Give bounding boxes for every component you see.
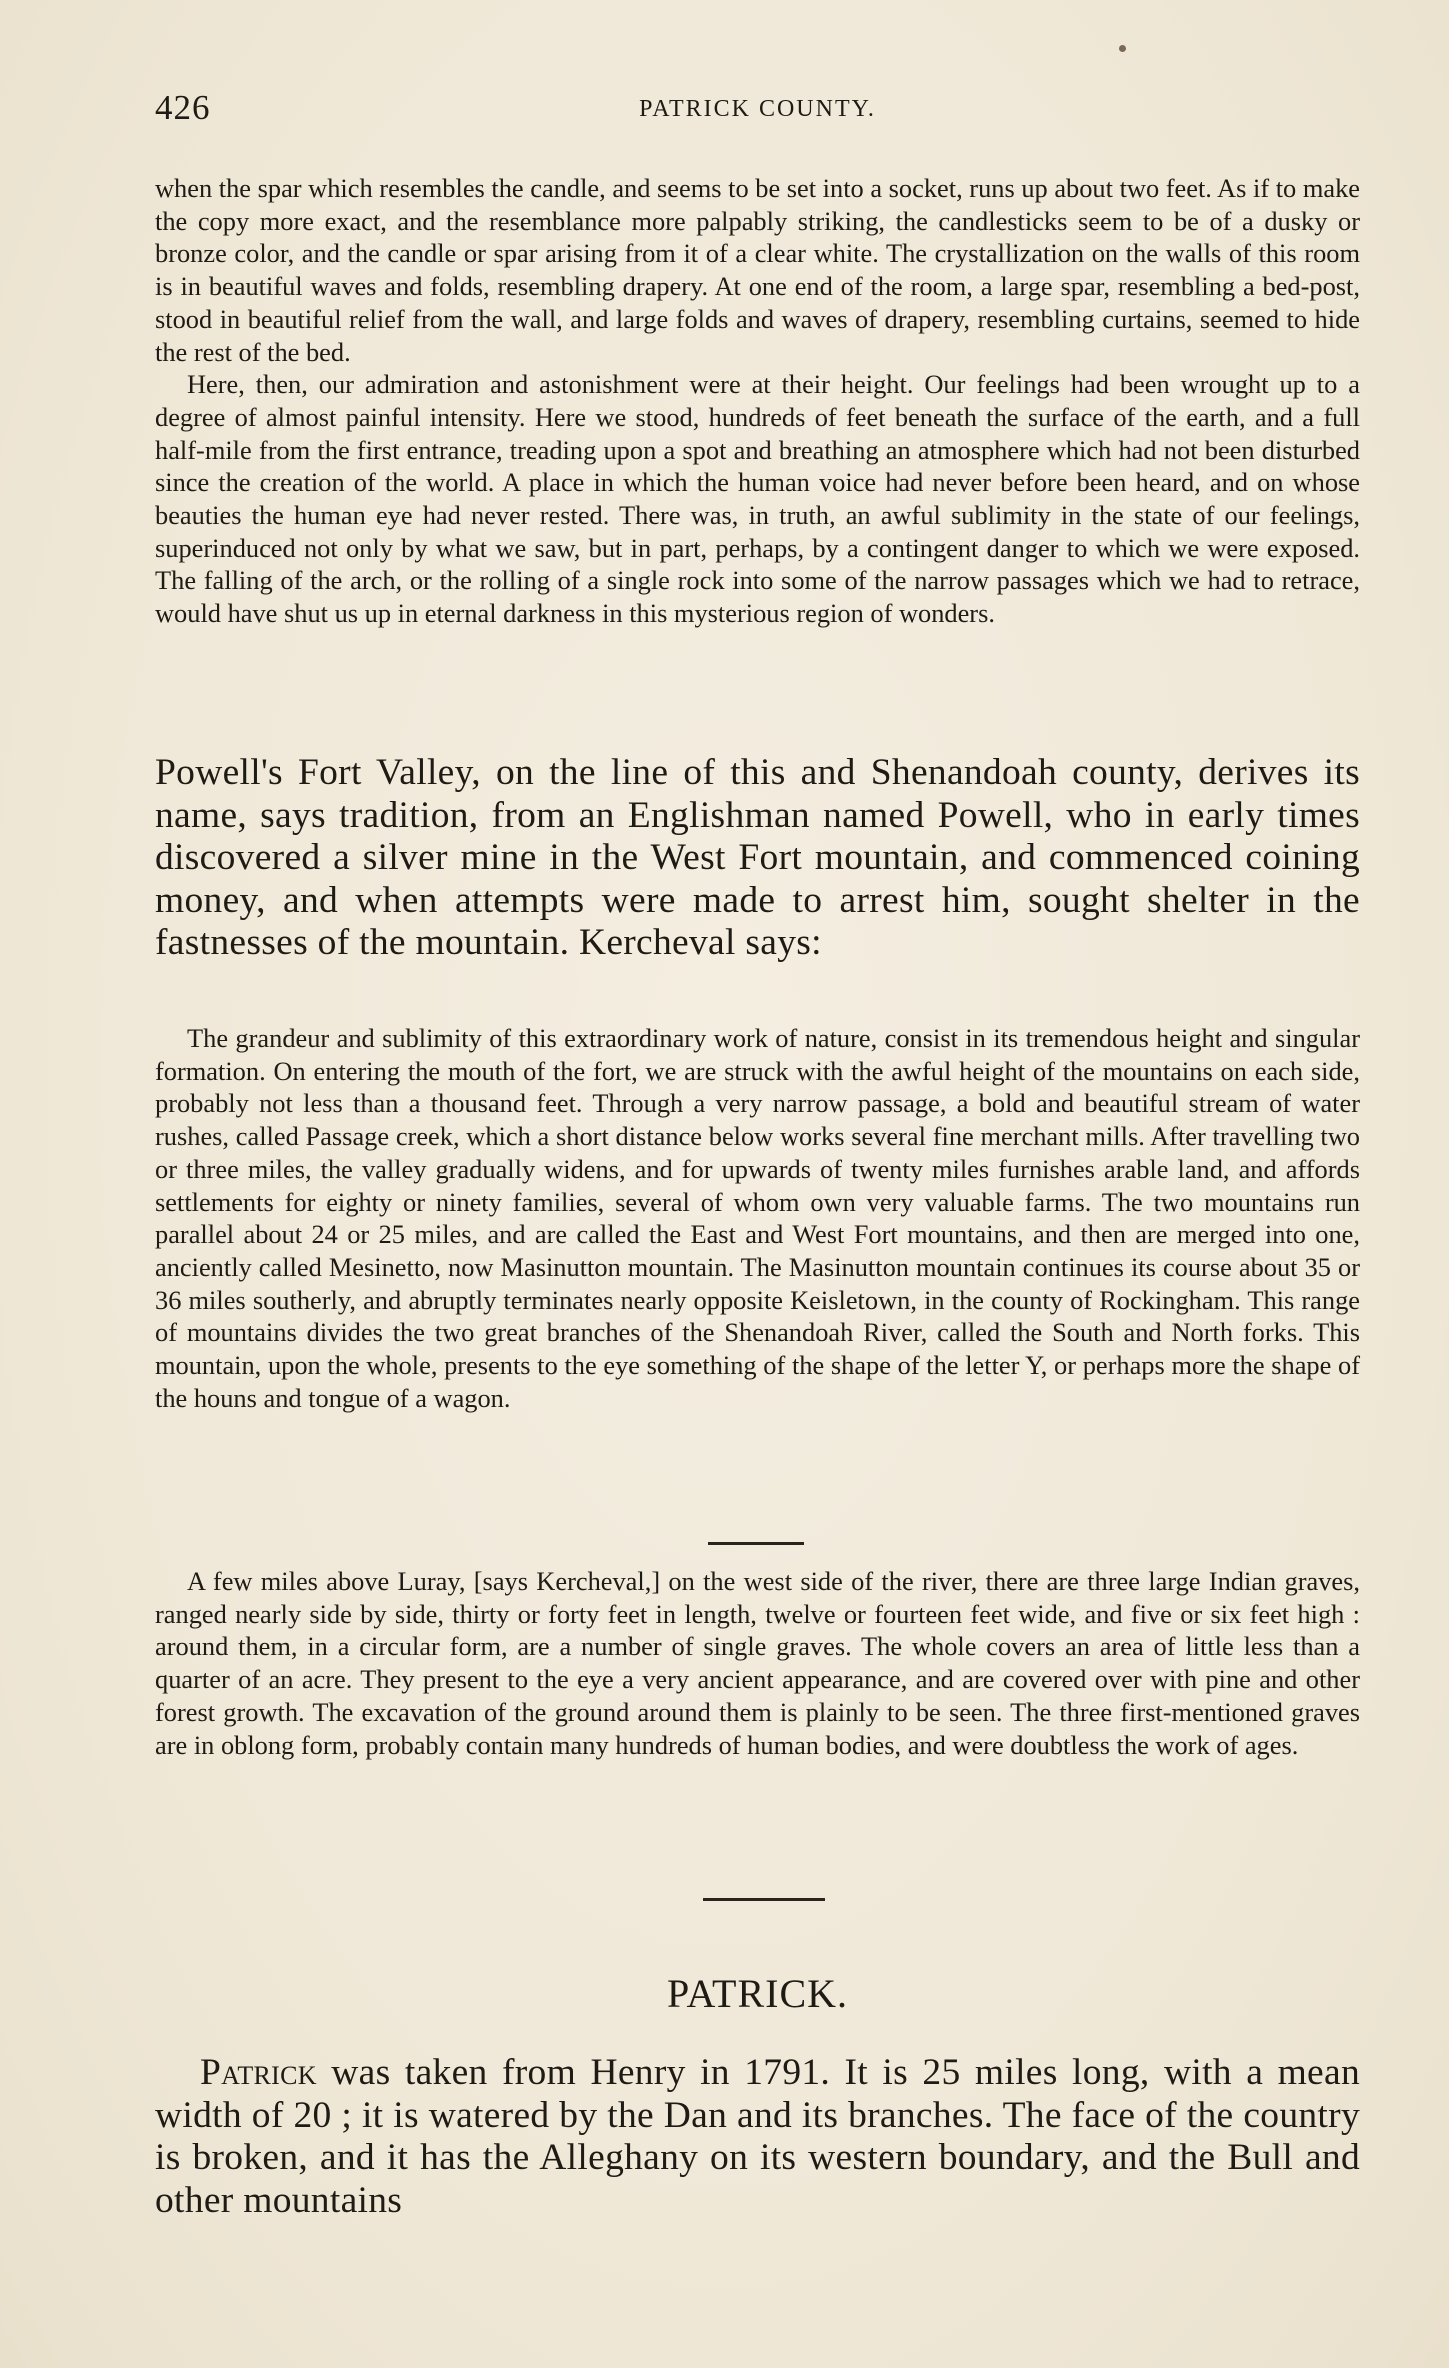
patrick-intro-block bbox=[155, 2052, 1360, 2222]
running-head: PATRICK COUNTY. bbox=[639, 96, 876, 122]
cave-description-block bbox=[155, 172, 1360, 630]
page-number: 426 bbox=[155, 88, 211, 127]
ink-speck bbox=[1119, 45, 1126, 52]
kercheval-quote: The grandeur and sublimity of this extraordinary work of nature, consist in its tremendous height and singular formation. On entering the mouth of the fort, we are struck with the awful height of the mountains on each side, probably not less than a thousand feet. Through a very narrow passage, a bold and beautiful stream of water rushes, called Passage creek, which a short distance below works several fine merchant mills. After travelling two or three miles, the valley gradually widens, and for upwards of twenty miles furnishes arable land, and affords settlements for eighty or ninety families, several of whom own very valuable farms. The two mountains run parallel about 24 or 25 miles, and are called the East and West Fort mountains, and then are merged into one, anciently called Mesinetto, now Masinutton mountain. The Masinutton mountain continues its course about 35 or 36 miles southerly, and abruptly terminates nearly opposite Keisletown, in the county of Rockingham. This range of mountains divides the two great branches of the Shenandoah River, called the South and North forks. This mountain, upon the whole, presents to the eye something of the shape of the letter Y, or perhaps more the shape of the houns and tongue of a wagon. bbox=[155, 1023, 1360, 1413]
patrick-intro-paragraph bbox=[155, 2052, 1360, 2222]
lead-word: Patrick bbox=[200, 2052, 317, 2093]
patrick-intro-text: was taken from Henry in 1791. It is 25 miles long, with a mean width of 20 ; it is watered by the Dan and its branches. The face of the country is broken, and it has the Alleghany on its western boundary, and the Bull and other mountains bbox=[155, 2052, 1360, 2221]
powells-fort-paragraph: Powell's Fort Valley, on the line of this and Shenandoah county, derives its name, says tradition, from an Englishman named Powell, who in early times discovered a silver mine in the West Fort mountain, and commenced coining money, and when attempts were made to arrest him, sought shelter in the fastnesses of the mountain. Kercheval says: bbox=[155, 752, 1360, 964]
section-divider bbox=[708, 1542, 804, 1545]
chapter-divider bbox=[703, 1898, 825, 1901]
powells-fort-block bbox=[155, 752, 1360, 965]
page-header bbox=[155, 88, 1360, 138]
kercheval-quote-block bbox=[155, 1022, 1360, 1414]
indian-graves-block bbox=[155, 1565, 1360, 1761]
admiration-paragraph: Here, then, our admiration and astonishment were at their height. Our feelings had been wrought up to a degree of almost painful intensity. Here we stood, hundreds of feet beneath the surface of the earth, and a full half-mile from the first entrance, treading upon a spot and breathing an atmosphere which had not been disturbed since the creation of the world. A place in which the human voice had never before been heard, and on whose beauties the human eye had never rested. There was, in truth, an awful sublimity in the state of our feelings, superinduced not only by what we saw, but in part, perhaps, by a contingent danger to which we were exposed. The falling of the arch, or the rolling of a single rock into some of the narrow passages which we had to retrace, would have shut us up in eternal darkness in this mysterious region of wonders. bbox=[155, 369, 1360, 629]
cave-paragraph: when the spar which resembles the candle, and seems to be set into a socket, runs up about two feet. As if to make the copy more exact, and the resemblance more palpably striking, the candlesticks seem to be of a dusky or bronze color, and the candle or spar arising from it of a clear white. The crystallization on the walls of this room is in beautiful waves and folds, resembling drapery. At one end of the room, a large spar, resembling a bed-post, stood in beautiful relief from the wall, and large folds and waves of drapery, resembling curtains, seemed to hide the rest of the bed. bbox=[155, 173, 1360, 367]
indian-graves-paragraph: A few miles above Luray, [says Kercheval,] on the west side of the river, there are three large Indian graves, ranged nearly side by side, thirty or forty feet in length, twelve or fourteen feet wide, and five or six feet high : around them, in a circular form, are a number of single graves. The whole covers an area of little less than a quarter of an acre. They present to the eye a very ancient appearance, and are covered over with pine and other forest growth. The excavation of the ground around them is plainly to be seen. The three first-mentioned graves are in oblong form, probably contain many hundreds of human bodies, and were doubtless the work of ages. bbox=[155, 1566, 1360, 1760]
section-title: PATRICK. bbox=[666, 1971, 849, 2016]
